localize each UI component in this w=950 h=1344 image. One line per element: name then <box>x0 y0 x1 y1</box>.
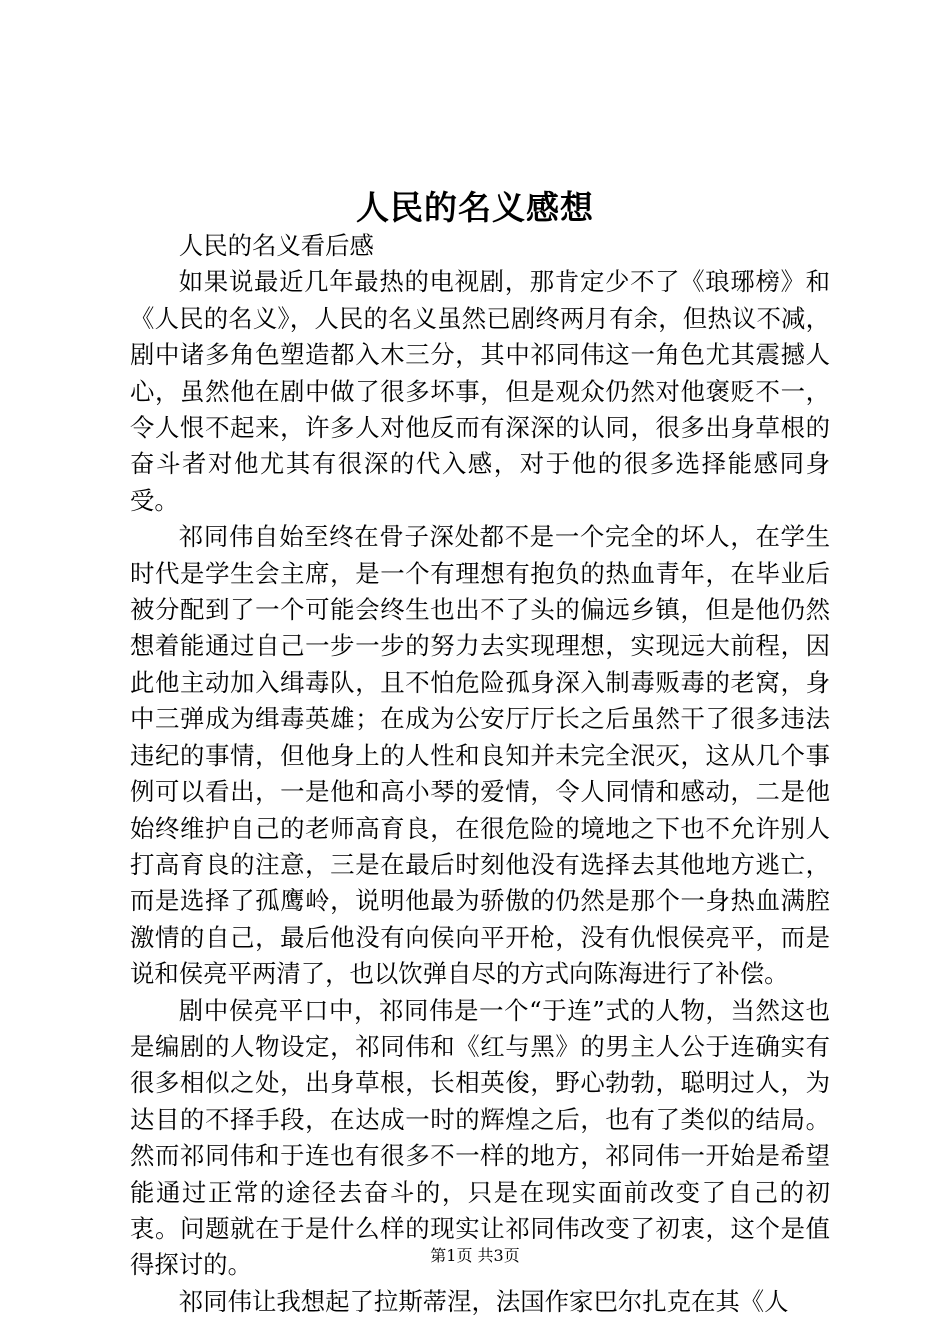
paragraph: 祁同伟自始至终在骨子深处都不是一个完全的坏人，在学生时代是学生会主席，是一个有理想有抱负的热血青年，在毕业后被分配到了一个可能会终生也出不了头的偏远乡镇，但是他仍然想着能通过自己一步一步的努力去实现理想，实现远大前程，因此他主动加入缉毒队，且不怕危险孤身深入制毒贩毒的老窝，身中三弹成为缉毒英雄；在成为公安厅厅长之后虽然干了很多违法违纪的事情，但他身上的人性和良知并未完全泯灭，这从几个事例可以看出，一是他和高小琴的爱情，令人同情和感动，二是他始终维护自己的老师高育良，在很危险的境地之下也不允许别人打高育良的注意，三是在最后时刻他没有选择去其他地方逃亡，而是选择了孤鹰岭，说明他最为骄傲的仍然是那个一身热血满腔激情的自己，最后他没有向侯向平开枪，没有仇恨侯亮平，而是说和侯亮平两清了，也以饮弹自尽的方式向陈海进行了补偿。 <box>130 522 830 989</box>
document-title: 人民的名义感想 <box>356 188 594 227</box>
document-body <box>130 228 830 1320</box>
page-number-footer: 第1页 共3页 <box>430 1246 520 1265</box>
paragraph-subtitle: 人民的名义看后感 <box>178 231 374 260</box>
paragraph: 剧中侯亮平口中，祁同伟是一个“于连”式的人物，当然这也是编剧的人物设定，祁同伟和《红与黑》的男主人公于连确实有很多相似之处，出身草根，长相英俊，野心勃勃，聪明过人，为达目的不择手段，在达成一时的辉煌之后，也有了类似的结局。然而祁同伟和于连也有很多不一样的地方，祁同伟一开始是希望能通过正常的途径去奋斗的，只是在现实面前改变了自己的初衷。问题就在于是什么样的现实让祁同伟改变了初衷，这个是值得探讨的。 <box>130 995 830 1280</box>
paragraph: 如果说最近几年最热的电视剧，那肯定少不了《琅琊榜》和《人民的名义》，人民的名义虽然已剧终两月有余，但热议不减，剧中诸多角色塑造都入木三分，其中祁同伟这一角色尤其震撼人心，虽然他在剧中做了很多坏事，但是观众仍然对他褒贬不一，令人恨不起来，许多人对他反而有深深的认同，很多出身草根的奋斗者对他尤其有很深的代入感，对于他的很多选择能感同身受。 <box>130 267 830 515</box>
paragraph: 祁同伟让我想起了拉斯蒂涅，法国作家巴尔扎克在其《人 <box>178 1286 789 1316</box>
